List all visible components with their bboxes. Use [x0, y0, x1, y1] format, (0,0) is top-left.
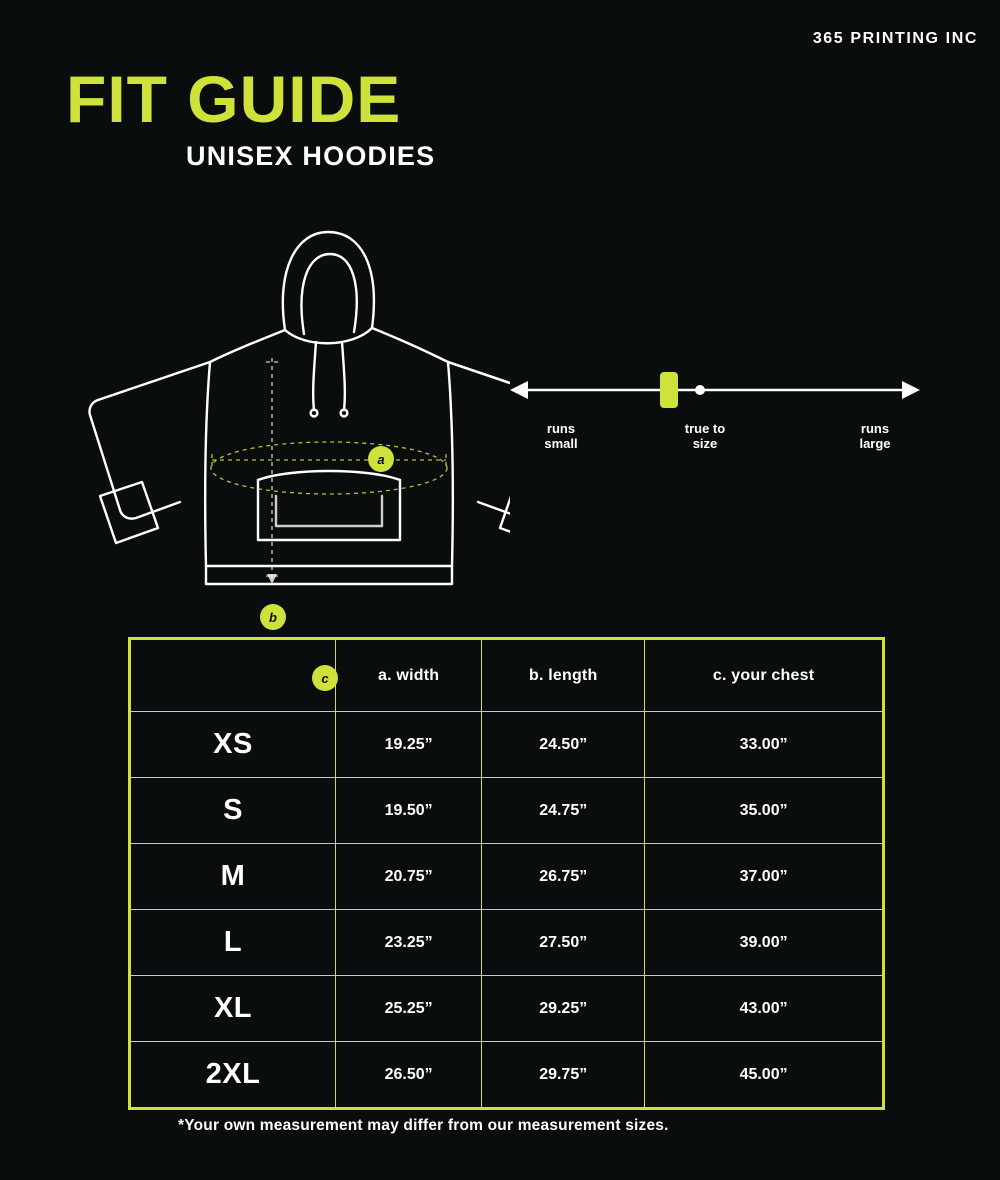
badge-b: b	[260, 604, 286, 630]
table-cell-size: XS	[131, 712, 336, 778]
table-cell-width: 20.75”	[336, 844, 482, 910]
table-header-chest: c. your chest	[645, 640, 883, 712]
table-cell-size: L	[131, 910, 336, 976]
table-cell-size: M	[131, 844, 336, 910]
table-header-length: b. length	[482, 640, 645, 712]
badge-c: c	[312, 665, 338, 691]
fit-scale-label-small-line1: runs	[546, 421, 576, 436]
page-title: FIT GUIDE	[66, 62, 402, 136]
table-cell-length: 24.50”	[482, 712, 645, 778]
table-cell-length: 24.75”	[482, 778, 645, 844]
table-cell-chest: 33.00”	[645, 712, 883, 778]
table-cell-width: 23.25”	[336, 910, 482, 976]
table-row	[131, 1042, 883, 1108]
table-cell-chest: 35.00”	[645, 778, 883, 844]
brand-label: 365 PRINTING INC	[812, 30, 978, 47]
table-header-width: a. width	[336, 640, 482, 712]
fit-scale-label-true-line1: true to	[684, 421, 726, 436]
table-row	[131, 778, 883, 844]
table-row	[131, 910, 883, 976]
fit-scale-labels	[510, 422, 920, 462]
size-table	[128, 637, 885, 1110]
fit-scale-label-small	[516, 422, 606, 452]
table-cell-chest: 39.00”	[645, 910, 883, 976]
table-cell-width: 26.50”	[336, 1042, 482, 1108]
fit-scale-label-large	[835, 422, 915, 452]
table-cell-chest: 45.00”	[645, 1042, 883, 1108]
table-cell-length: 29.25”	[482, 976, 645, 1042]
table-cell-length: 26.75”	[482, 844, 645, 910]
table-cell-length: 27.50”	[482, 910, 645, 976]
table-cell-size: S	[131, 778, 336, 844]
table-cell-width: 19.50”	[336, 778, 482, 844]
table-cell-size: 2XL	[131, 1042, 336, 1108]
table-row	[131, 844, 883, 910]
footnote: *Your own measurement may differ from our measurement sizes.	[178, 1117, 669, 1134]
fit-scale	[510, 360, 920, 470]
table-cell-length: 29.75”	[482, 1042, 645, 1108]
table-cell-chest: 37.00”	[645, 844, 883, 910]
fit-scale-label-small-line2: small	[544, 435, 578, 451]
table-header-row	[131, 640, 883, 712]
fit-scale-label-large-line2: large	[859, 435, 891, 451]
table-cell-chest: 43.00”	[645, 976, 883, 1042]
page-subtitle: UNISEX HOODIES	[186, 141, 436, 171]
fit-scale-label-true	[650, 422, 760, 452]
table-header-size	[131, 640, 336, 712]
fit-scale-label-large-line1: runs	[860, 421, 890, 436]
table-row	[131, 976, 883, 1042]
table-cell-size: XL	[131, 976, 336, 1042]
fit-scale-label-true-line2: size	[692, 435, 718, 451]
badge-a: a	[368, 446, 394, 472]
table-cell-width: 25.25”	[336, 976, 482, 1042]
table-row	[131, 712, 883, 778]
table-cell-width: 19.25”	[336, 712, 482, 778]
